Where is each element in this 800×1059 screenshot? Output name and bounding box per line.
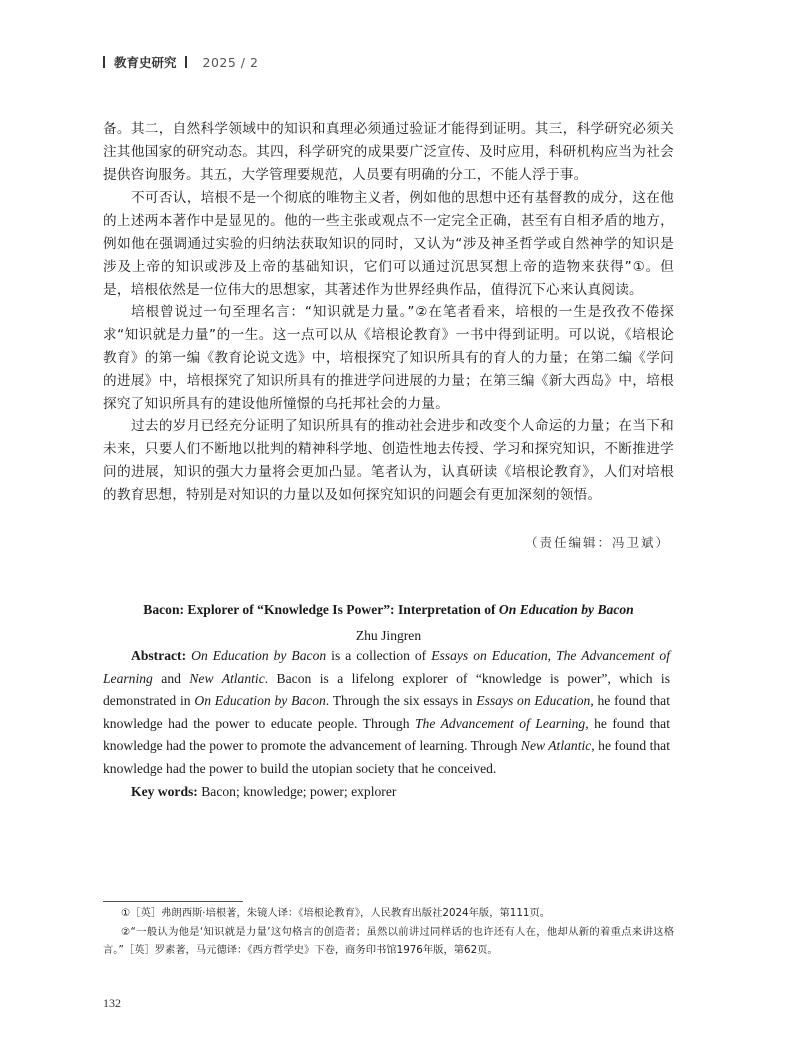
abstract-segment: . Through the six essays in (325, 693, 477, 708)
header-bar-right (185, 56, 187, 68)
abstract-segment: Essays on Education (431, 648, 548, 663)
keywords-label: Key words: (131, 784, 198, 799)
issue-number: 2025 / 2 (202, 54, 259, 70)
body-paragraph-1: 备。其二，自然科学领域中的知识和真理必须通过验证才能得到证明。其三，科学研究必须关注其他国家的研究动态。其四，科学研究的成果要广泛宣传、及时应用，科研机构应当为社会提供咨询服务。其五，大学管理要规范，人员要有明确的分工，不能人浮于事。 (103, 121, 674, 183)
abstract-segment: The Advancement of Learning (103, 648, 670, 686)
footnote-1: ①［英］弗朗西斯·培根著，朱镜人译：《培根论教育》，人民教育出版社2024年版，第111页。 (121, 907, 551, 919)
abstract-segment: and (152, 670, 190, 686)
english-keywords (131, 781, 396, 803)
english-author: Zhu Jingren (355, 628, 422, 643)
running-header (103, 53, 258, 71)
body-paragraph-3: 培根曾说过一句至理名言：“知识就是力量。”②在笔者看来，培根的一生是孜孜不倦探求“知识就是力量”的一生。这一点可以从《培根论教育》一书中得到证明。可以说，《培根论教育》的第一编《教育论说文选》中，培根探究了知识所具有的育人的力量；在第二编《学问的进展》中，培根探究了知识所具有的推进学问进展的力量；在第三编《新大西岛》中，培根探究了知识所具有的建设他所憧憬的乌托邦社会的力量。 (103, 304, 674, 412)
keywords-text: Bacon; knowledge; power; explorer (197, 784, 397, 799)
english-title-italic: On Education by Bacon (498, 602, 634, 617)
abstract-segment: , (547, 648, 557, 663)
english-title-main: Bacon: Explorer of “Knowledge Is Power”: Interpretation of (143, 602, 499, 617)
abstract-segment: Essays on Education (476, 693, 591, 708)
footnote-divider (103, 901, 243, 902)
abstract-segment: New Atlantic (189, 670, 265, 686)
body-paragraph-2: 不可否认，培根不是一个彻底的唯物主义者，例如他的思想中还有基督教的成分，这在他的上述两本著作中是显见的。他的一些主张或观点不一定完全正确，甚至有自相矛盾的地方，例如他在强调通过实验的归纳法获取知识的同时，又认为“涉及神圣哲学或自然神学的知识是涉及上帝的知识或涉及上帝的基础知识，它们可以通过沉思冥想上帝的造物来获得”①。但是，培根依然是一位伟大的思想家，其著述作为世界经典作品，值得沉下心来认真阅读。 (103, 190, 674, 298)
abstract-segment: New Atlantic (520, 738, 592, 753)
abstract-segment: , he found that knowledge had the power to build the utopian society that he conceived. (103, 738, 670, 776)
journal-name: 教育史研究 (114, 55, 177, 70)
footnote-2: ②“一般认为他是‘知识就是力量’这句格言的创造者；虽然以前讲过同样话的也许还有人在，他却从新的着重点来讲这格言。”［英］罗素著，马元德译：《西方哲学史》下卷，商务印书馆1976年版，第62页。 (103, 926, 674, 956)
page-number: 132 (103, 996, 121, 1010)
abstract-segment: , he found that knowledge had the power to promote the advancement of learning. Through (103, 715, 670, 753)
english-title (103, 601, 674, 619)
body-paragraph-4: 过去的岁月已经充分证明了知识所具有的推动社会进步和改变个人命运的力量；在当下和未来，只要人们不断地以批判的精神科学地、创造性地去传授、学习和探究知识，不断推进学问的进展，知识的强大力量将会更加凸显。笔者认为，认真研读《培根论教育》，人们对培根的教育思想，特别是对知识的力量以及如何探究知识的问题会有更加深刻的领悟。 (103, 418, 674, 503)
header-bar-left (103, 56, 105, 68)
abstract-segment: , he found that knowledge had the power to educate people. Through (103, 693, 670, 731)
abstract-segment: is a collection of (326, 648, 432, 663)
abstract-segment: . Bacon is a lifelong explorer of “knowledge is power”, which is demonstrated in (103, 670, 670, 708)
abstract-label: Abstract: (131, 648, 187, 663)
responsible-editor: （责任编辑：冯卫斌） (524, 535, 670, 550)
abstract-segment: The Advancement of Learning (414, 715, 586, 731)
abstract-segment: On Education by Bacon (191, 648, 327, 663)
english-abstract (103, 645, 670, 780)
abstract-segment: On Education by Bacon (194, 693, 326, 708)
